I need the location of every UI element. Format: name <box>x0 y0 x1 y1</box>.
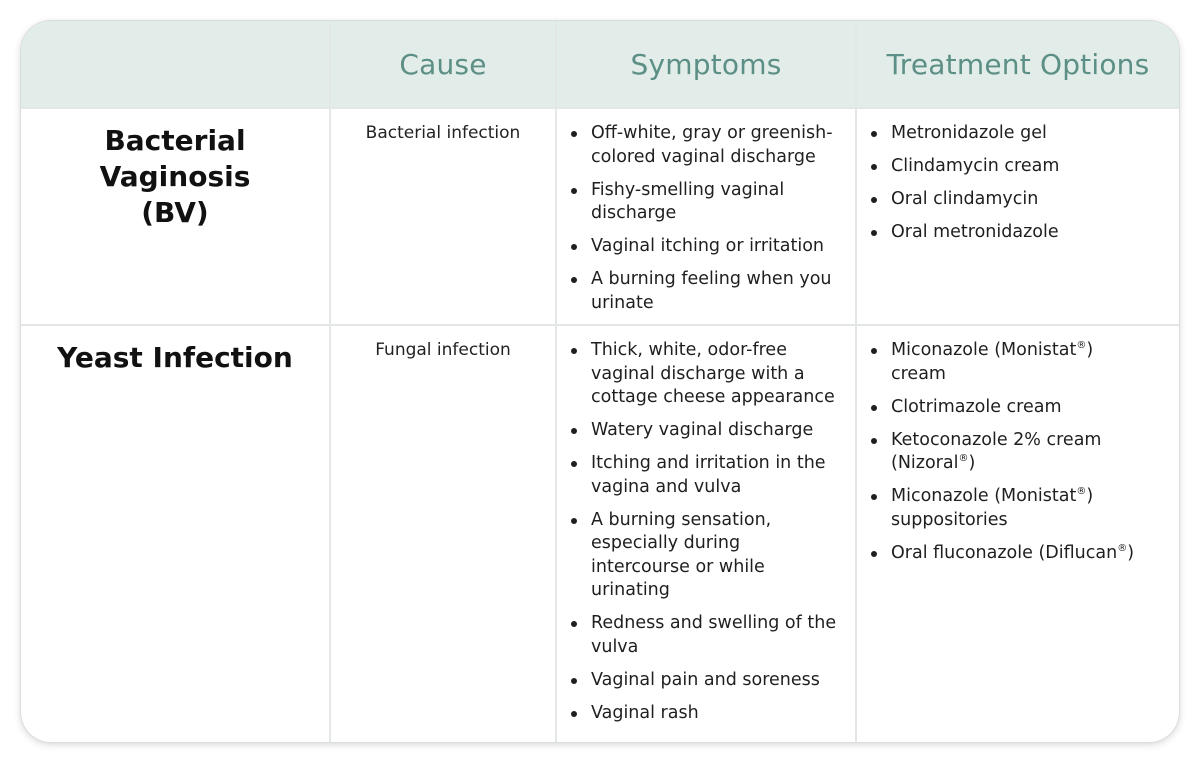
treatment-list-yeast-infection <box>868 339 1153 575</box>
list-item: Oral clindamycin <box>868 188 1168 212</box>
list-item: Off-white, gray or greenish-colored vaginal discharge <box>568 122 843 169</box>
row-title-bacterial-vaginosis: Bacterial Vaginosis (BV) <box>99 124 251 229</box>
header-condition <box>21 21 329 108</box>
cause-bacterial-vaginosis: Bacterial infection <box>365 123 521 143</box>
list-item: Clotrimazole cream <box>868 396 1153 420</box>
comparison-table-card <box>21 21 1179 742</box>
header-cause: Cause <box>399 48 487 81</box>
row-title-yeast-infection: Yeast Infection <box>57 341 293 374</box>
list-item: A burning sensation, especially during intercourse or while urinating <box>568 509 843 603</box>
column-divider <box>855 21 857 742</box>
column-divider <box>555 21 557 742</box>
header-symptoms: Symptoms <box>630 48 782 81</box>
comparison-table <box>21 21 1179 742</box>
treatment-list-bacterial-vaginosis <box>868 122 1168 254</box>
list-item: Redness and swelling of the vulva <box>568 612 843 659</box>
list-item: Miconazole (Monistat®) suppositories <box>868 485 1153 532</box>
list-item: Thick, white, odor-free vaginal discharge with a cottage cheese appearance <box>568 339 843 410</box>
list-item: A burning feeling when you urinate <box>568 268 843 315</box>
list-item: Watery vaginal discharge <box>568 419 843 443</box>
list-item: Vaginal pain and soreness <box>568 669 843 693</box>
symptoms-list-bacterial-vaginosis <box>568 122 843 325</box>
list-item: Clindamycin cream <box>868 155 1168 179</box>
list-item: Ketoconazole 2% cream (Nizoral®) <box>868 429 1153 476</box>
list-item: Oral fluconazole (Diflucan®) <box>868 542 1153 566</box>
cause-yeast-infection: Fungal infection <box>375 340 511 360</box>
list-item: Oral metronidazole <box>868 221 1168 245</box>
symptoms-list-yeast-infection <box>568 339 843 735</box>
list-item: Vaginal itching or irritation <box>568 235 843 259</box>
list-item: Itching and irritation in the vagina and vulva <box>568 452 843 499</box>
list-item: Miconazole (Monistat®) cream <box>868 339 1153 386</box>
list-item: Vaginal rash <box>568 702 843 726</box>
header-treatment-options: Treatment Options <box>886 48 1150 81</box>
list-item: Fishy-smelling vaginal discharge <box>568 179 843 226</box>
list-item: Metronidazole gel <box>868 122 1168 146</box>
